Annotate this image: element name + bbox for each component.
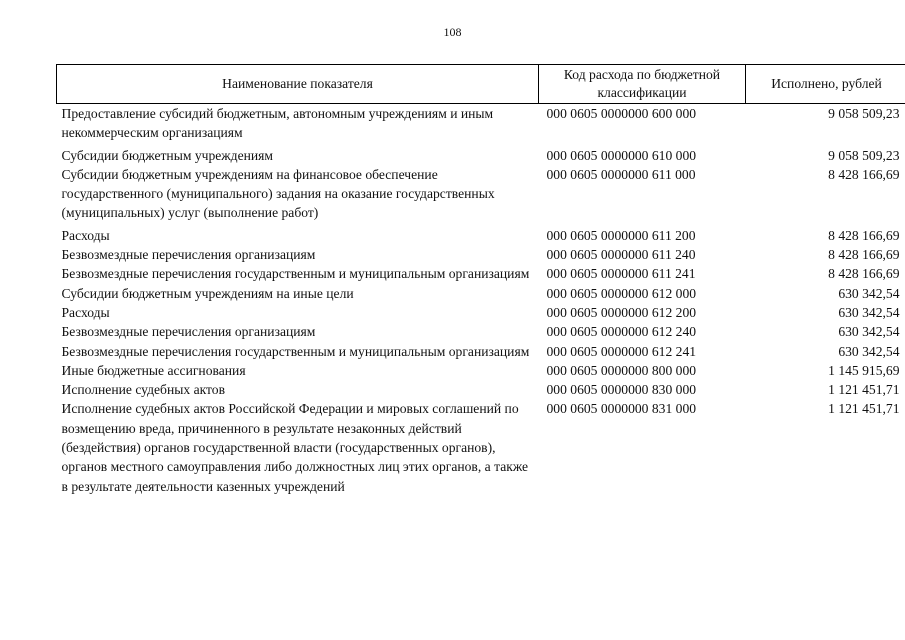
page-number: 108: [443, 25, 462, 39]
table-row: [57, 303, 905, 322]
budget-execution-table: [56, 64, 905, 496]
table-row: [57, 399, 905, 495]
row-name-cell: Расходы: [61, 227, 110, 243]
table-row: [57, 264, 905, 283]
row-amount-cell: 9 058 509,23: [828, 106, 900, 121]
row-code-cell: 000 0605 0000000 612 200: [546, 304, 697, 320]
row-code-cell: 000 0605 0000000 800 000: [546, 362, 697, 378]
row-amount-cell: 8 428 166,69: [828, 227, 900, 243]
row-name-cell: Субсидии бюджетным учреждениям: [61, 147, 274, 163]
row-amount-cell: 1 145 915,69: [828, 362, 900, 378]
row-code-cell: 000 0605 0000000 612 240: [546, 324, 697, 340]
row-code-cell: 000 0605 0000000 611 200: [546, 227, 696, 243]
table-body: [57, 104, 905, 496]
table-row: [57, 380, 905, 399]
row-amount-cell: 630 342,54: [838, 324, 900, 340]
row-name-cell: Расходы: [61, 304, 110, 320]
row-code-cell: 000 0605 0000000 600 000: [546, 106, 697, 121]
column-header-name: Наименование показателя: [57, 65, 539, 104]
row-name-cell: Исполнение судебных актов Российской Федерации и мировых соглашений по возмещению вреда, причиненного в результате незаконных действий (бездействия) органов государственной власти (государственных органов), органов местного самоуправления либо должностных лиц этих органов, а также в результате деятельности казенных учреждений: [61, 401, 529, 494]
row-name-cell: Безвозмездные перечисления организациям: [61, 247, 316, 263]
row-amount-cell: 8 428 166,69: [828, 266, 900, 282]
row-name-cell: Субсидии бюджетным учреждениям на иные цели: [61, 285, 354, 301]
row-amount-cell: 1 121 451,71: [828, 401, 900, 417]
row-amount-cell: 8 428 166,69: [828, 166, 900, 182]
table-row: [57, 104, 905, 143]
row-code-cell: 000 0605 0000000 830 000: [546, 382, 697, 398]
row-amount-cell: 630 342,54: [838, 343, 900, 359]
column-header-amount: Исполнено, рублей: [746, 65, 905, 104]
row-name-cell: Иные бюджетные ассигнования: [61, 362, 246, 378]
row-code-cell: 000 0605 0000000 611 000: [546, 166, 696, 182]
table-row: [57, 165, 905, 223]
row-code-cell: 000 0605 0000000 610 000: [546, 147, 697, 163]
row-code-cell: 000 0605 0000000 612 000: [546, 285, 697, 301]
row-code-cell: 000 0605 0000000 611 240: [546, 247, 696, 263]
row-name-cell: Безвозмездные перечисления государственным и муниципальным организациям: [61, 343, 530, 359]
row-code-cell: 000 0605 0000000 612 241: [546, 343, 697, 359]
row-code-cell: 000 0605 0000000 611 241: [546, 266, 696, 282]
column-header-code: Код расхода по бюджетной классификации: [539, 65, 746, 104]
table-row: [57, 143, 905, 165]
row-amount-cell: 9 058 509,23: [828, 147, 900, 163]
row-name-cell: Субсидии бюджетным учреждениям на финансовое обеспечение государственного (муниципального) задания на оказание государственных (муниципальных) услуг (выполнение работ): [61, 166, 495, 221]
table-row: [57, 284, 905, 303]
row-amount-cell: 1 121 451,71: [828, 382, 900, 398]
table-header: [57, 65, 905, 104]
row-name-cell: Безвозмездные перечисления государственным и муниципальным организациям: [61, 266, 530, 282]
row-name-cell: Безвозмездные перечисления организациям: [61, 324, 316, 340]
row-amount-cell: 8 428 166,69: [828, 247, 900, 263]
table-row: [57, 223, 905, 245]
table-row: [57, 322, 905, 341]
table-row: [57, 342, 905, 361]
row-code-cell: 000 0605 0000000 831 000: [546, 401, 697, 417]
table-row: [57, 361, 905, 380]
row-amount-cell: 630 342,54: [838, 304, 900, 320]
table-row: [57, 245, 905, 264]
row-amount-cell: 630 342,54: [838, 285, 900, 301]
row-name-cell: Предоставление субсидий бюджетным, автономным учреждениям и иным некоммерческим организациям: [61, 106, 494, 141]
row-name-cell: Исполнение судебных актов: [61, 382, 226, 398]
table-header-row: [57, 65, 905, 104]
